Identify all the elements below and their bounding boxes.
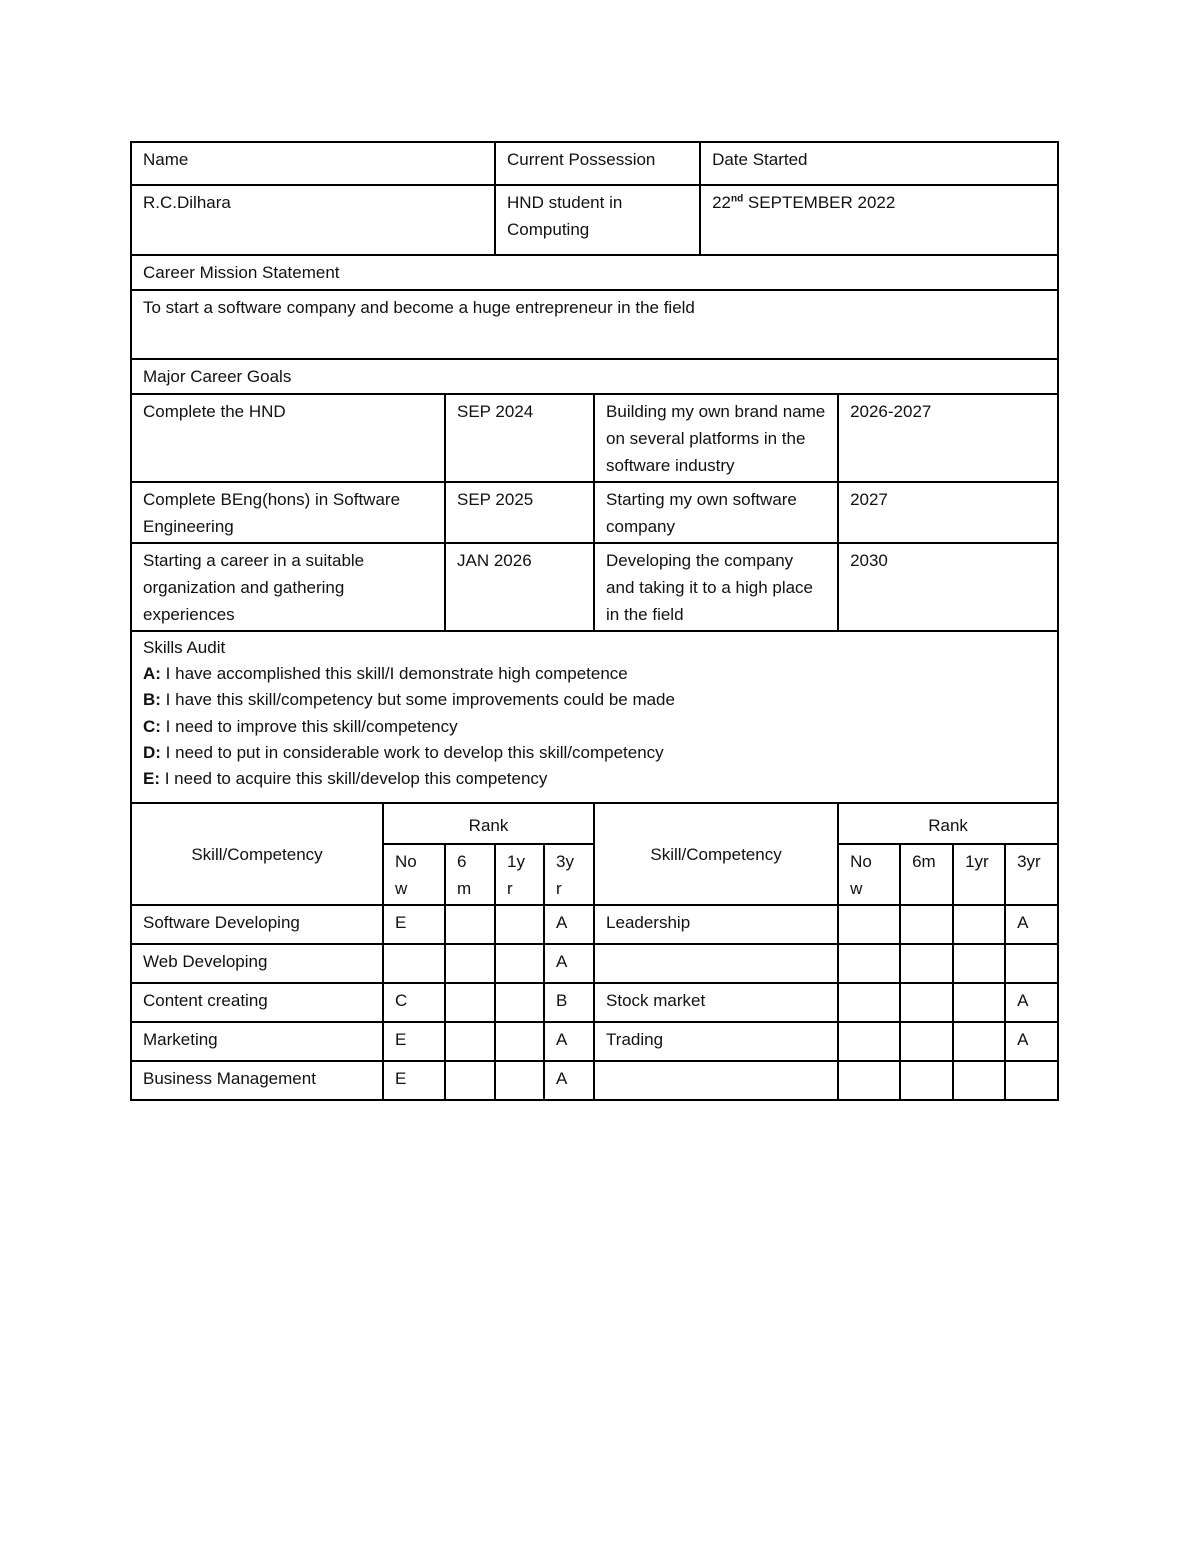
rank-cell [495, 983, 544, 1022]
audit-level [143, 714, 1046, 740]
skill-right: Leadership [594, 905, 838, 944]
skill-left: Marketing [131, 1022, 383, 1061]
rank-6m-header: 6 m [445, 844, 495, 905]
goals-heading-row [131, 359, 1058, 394]
name-label: Name [131, 142, 495, 185]
rank-cell [900, 944, 953, 983]
skills-header-row [131, 803, 1058, 844]
skill-right [594, 1061, 838, 1100]
rank-cell [900, 983, 953, 1022]
rank-cell: A [544, 1022, 594, 1061]
rank-cell [445, 944, 495, 983]
goal-right: Starting my own software company [594, 482, 838, 543]
audit-row [131, 631, 1058, 803]
rank-cell: E [383, 1022, 445, 1061]
date-day: 22 [712, 193, 731, 212]
rank-cell [495, 1061, 544, 1100]
goal-left: Starting a career in a suitable organization and gathering experiences [131, 543, 445, 631]
rank-cell: E [383, 905, 445, 944]
skill-column-header-left: Skill/Competency [131, 803, 383, 905]
mission-text-row [131, 290, 1058, 359]
goal-right: Building my own brand name on several platforms in the software industry [594, 394, 838, 482]
date-rest: SEPTEMBER 2022 [743, 193, 896, 212]
rank-cell [383, 944, 445, 983]
goal-right-date: 2027 [838, 482, 1058, 543]
audit-key: E: [143, 769, 160, 789]
career-plan-table [130, 141, 1059, 1101]
audit-key: D: [143, 742, 161, 762]
mission-heading-row [131, 255, 1058, 290]
rank-now-header: No w [838, 844, 900, 905]
rank-cell [953, 1022, 1005, 1061]
skills-audit [131, 631, 1058, 803]
skill-right: Stock market [594, 983, 838, 1022]
rank-cell [838, 1061, 900, 1100]
rank-1yr-header: 1y r [495, 844, 544, 905]
goal-left: Complete the HND [131, 394, 445, 482]
rank-cell [445, 1022, 495, 1061]
possession-label: Current Possession [495, 142, 700, 185]
rank-cell [953, 905, 1005, 944]
rank-cell [900, 1061, 953, 1100]
rank-cell [1005, 1061, 1058, 1100]
audit-key: B: [143, 690, 161, 710]
rank-cell [953, 944, 1005, 983]
goal-right: Developing the company and taking it to a high place in the field [594, 543, 838, 631]
rank-cell: B [544, 983, 594, 1022]
skill-right: Trading [594, 1022, 838, 1061]
header-label-row [131, 142, 1058, 185]
rank-cell [838, 1022, 900, 1061]
goal-right-date: 2030 [838, 543, 1058, 631]
goal-left-date: SEP 2024 [445, 394, 594, 482]
skill-row [131, 983, 1058, 1022]
audit-level [143, 766, 1046, 792]
skill-row [131, 905, 1058, 944]
rank-cell [495, 905, 544, 944]
rank-cell [495, 1022, 544, 1061]
rank-cell: C [383, 983, 445, 1022]
rank-cell [838, 944, 900, 983]
skill-left: Business Management [131, 1061, 383, 1100]
rank-3yr-header: 3y r [544, 844, 594, 905]
goal-row [131, 394, 1058, 482]
skill-row [131, 1061, 1058, 1100]
date-started-value [700, 185, 1058, 255]
audit-heading: Skills Audit [143, 638, 226, 657]
audit-key: C: [143, 716, 161, 736]
rank-cell [953, 1061, 1005, 1100]
rank-cell: A [1005, 905, 1058, 944]
rank-1yr-header: 1yr [953, 844, 1005, 905]
skill-right [594, 944, 838, 983]
mission-text: To start a software company and become a huge entrepreneur in the field [131, 290, 1058, 359]
rank-cell [900, 1022, 953, 1061]
audit-text: I have this skill/competency but some improvements could be made [160, 690, 675, 710]
audit-level [143, 661, 1046, 687]
goal-left: Complete BEng(hons) in Software Engineering [131, 482, 445, 543]
rank-cell [1005, 944, 1058, 983]
goal-row [131, 482, 1058, 543]
rank-header-right: Rank [838, 803, 1058, 844]
rank-cell: A [544, 944, 594, 983]
audit-text: I need to acquire this skill/develop this competency [160, 769, 548, 789]
skill-row [131, 944, 1058, 983]
rank-3yr-header: 3yr [1005, 844, 1058, 905]
rank-cell: A [1005, 983, 1058, 1022]
audit-level [143, 740, 1046, 766]
audit-level [143, 687, 1046, 713]
goal-left-date: JAN 2026 [445, 543, 594, 631]
skill-row [131, 1022, 1058, 1061]
rank-cell [838, 983, 900, 1022]
audit-key: A: [143, 664, 161, 684]
name-value: R.C.Dilhara [131, 185, 495, 255]
rank-cell [838, 905, 900, 944]
mission-heading: Career Mission Statement [131, 255, 1058, 290]
rank-cell [445, 1061, 495, 1100]
goal-left-date: SEP 2025 [445, 482, 594, 543]
rank-cell [495, 944, 544, 983]
skill-column-header-right: Skill/Competency [594, 803, 838, 905]
rank-cell [445, 983, 495, 1022]
rank-cell: E [383, 1061, 445, 1100]
audit-text: I need to improve this skill/competency [160, 716, 458, 736]
audit-text: I need to put in considerable work to develop this skill/competency [160, 742, 664, 762]
rank-cell: A [544, 1061, 594, 1100]
date-suffix: nd [730, 193, 744, 205]
rank-cell: A [544, 905, 594, 944]
rank-now-header: No w [383, 844, 445, 905]
rank-6m-header: 6m [900, 844, 953, 905]
rank-cell: A [1005, 1022, 1058, 1061]
rank-header-left: Rank [383, 803, 594, 844]
rank-cell [445, 905, 495, 944]
skill-left: Web Developing [131, 944, 383, 983]
audit-text: I have accomplished this skill/I demonstrate high competence [160, 664, 628, 684]
header-value-row [131, 185, 1058, 255]
possession-value: HND student in Computing [495, 185, 700, 255]
rank-cell [953, 983, 1005, 1022]
goals-heading: Major Career Goals [131, 359, 1058, 394]
skill-left: Content creating [131, 983, 383, 1022]
date-started-label: Date Started [700, 142, 1058, 185]
goal-row [131, 543, 1058, 631]
rank-cell [900, 905, 953, 944]
goal-right-date: 2026-2027 [838, 394, 1058, 482]
skill-left: Software Developing [131, 905, 383, 944]
